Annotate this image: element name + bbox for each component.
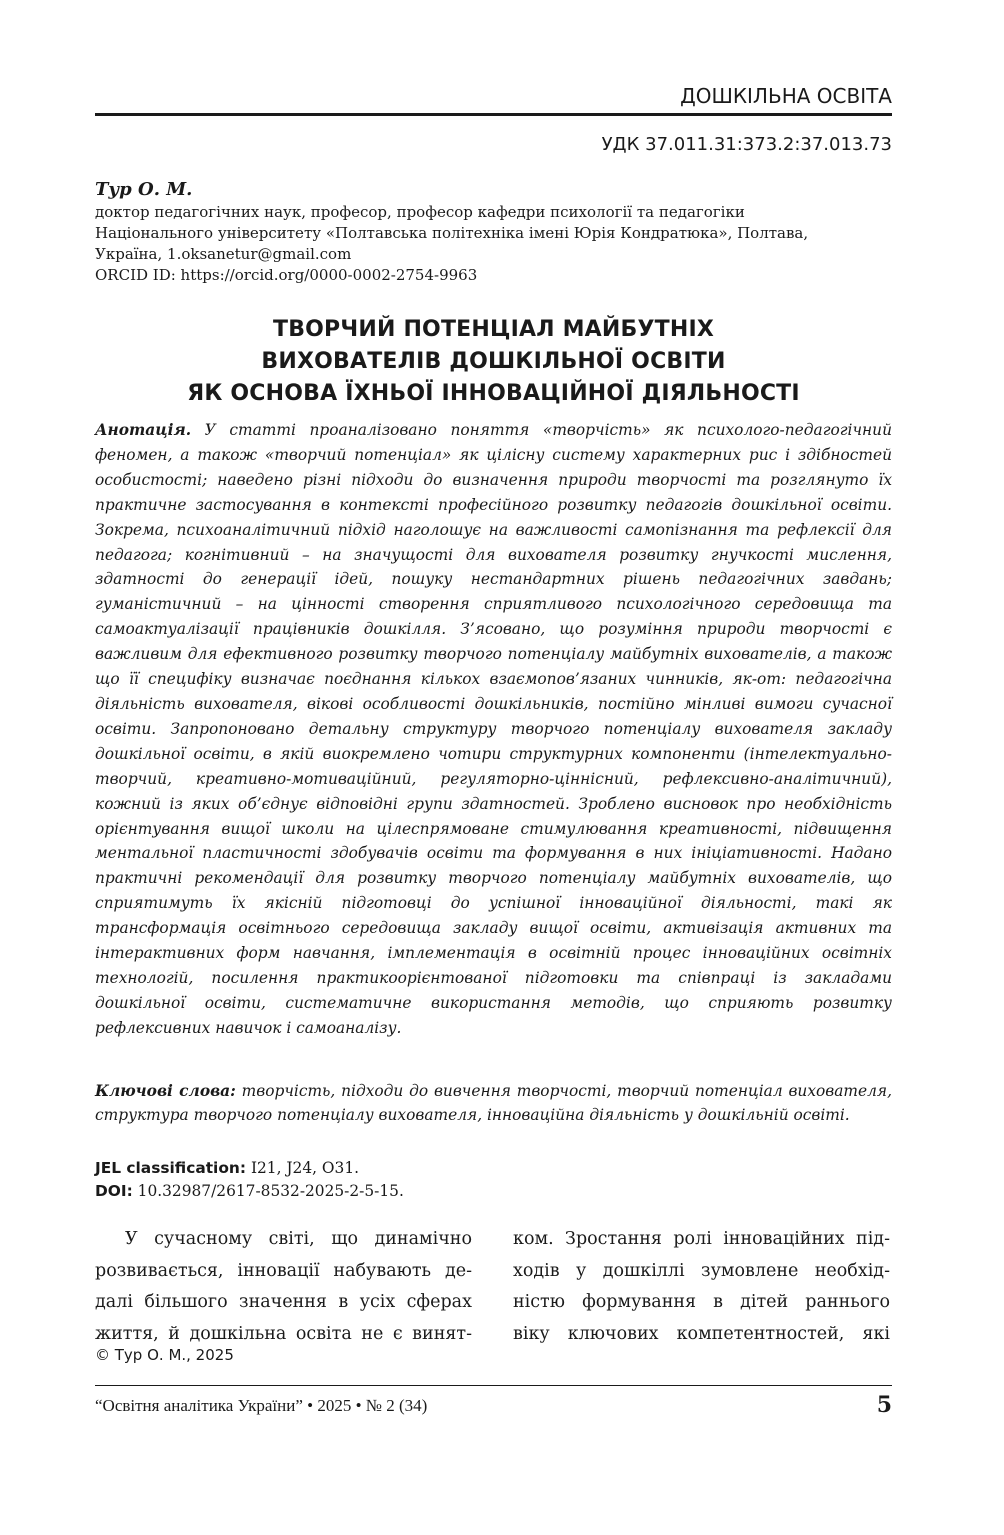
body-line: далі більшого значення в усіх сферах: [95, 1292, 472, 1312]
body-line: У сучасному світі, що динамічно: [125, 1229, 472, 1249]
keywords: [95, 1079, 892, 1127]
author-affiliation-line: доктор педагогічних наук, професор, професор кафедри психології та педагогіки: [95, 203, 745, 221]
journal-citation: “Освітня аналітика України” • 2025 • № 2 (34): [95, 1396, 428, 1415]
jel-label: JEL classification:: [95, 1159, 247, 1177]
doi-label: DOI:: [95, 1182, 133, 1200]
header-divider: [95, 113, 892, 116]
abstract: [95, 418, 892, 1041]
body-line: ністю формування в дітей раннього: [513, 1292, 890, 1312]
article-title-line: ВИХОВАТЕЛІВ ДОШКІЛЬНОЇ ОСВІТИ: [261, 349, 726, 374]
udc-code: УДК 37.011.31:373.2:37.013.73: [601, 134, 892, 155]
body-line: життя, й дошкільна освіта не є винят-: [95, 1323, 472, 1344]
page-number: 5: [876, 1392, 892, 1418]
keywords-label: Ключові слова:: [95, 1082, 236, 1100]
body-line: ком. Зростання ролі інноваційних під-: [513, 1229, 890, 1249]
jel-classification: [95, 1156, 359, 1180]
doi: [95, 1179, 404, 1203]
author-orcid-line: ORCID ID: https://orcid.org/0000-0002-2754-9963: [95, 266, 478, 284]
body-column-right: [513, 1224, 890, 1350]
article-title-line: ТВОРЧИЙ ПОТЕНЦІАЛ МАЙБУТНІХ: [272, 317, 714, 342]
body-line: ходів у дошкіллі зумовлене необхід-: [513, 1260, 890, 1281]
doi-link[interactable]: 10.32987/2617-8532-2025-2-5-15.: [137, 1182, 404, 1200]
keywords-text: творчість, підходи до вивчення творчості, творчий потенціал вихователя, структура творчого потенціалу вихователя, інноваційна діяльність у дошкільній освіті.: [95, 1082, 892, 1124]
abstract-label: Анотація.: [95, 421, 192, 439]
body-column-left: [95, 1224, 472, 1350]
author-email-line: Україна, 1.oksanetur@gmail.com: [95, 245, 352, 263]
article-title: [95, 314, 892, 410]
jel-value: I21, J24, O31.: [250, 1159, 360, 1177]
body-line: віку ключових компетентностей, які: [513, 1323, 890, 1344]
author-affiliation-line: Національного університету «Полтавська політехніка імені Юрія Кондратюка», Полтава,: [95, 224, 809, 242]
running-header-section: ДОШКІЛЬНА ОСВІТА: [680, 84, 892, 108]
footer-divider: [95, 1385, 892, 1386]
article-title-line: ЯК ОСНОВА ЇХНЬОЇ ІННОВАЦІЙНОЇ ДІЯЛЬНОСТІ: [187, 381, 800, 406]
copyright-notice: © Тур О. М., 2025: [95, 1346, 234, 1364]
author-block: [95, 179, 895, 286]
body-line: розвивається, інновації набувають де-: [95, 1260, 472, 1281]
author-name: Тур О. М.: [95, 179, 193, 200]
abstract-text: У статті проаналізовано поняття «творчість» як психолого-педагогічний феномен, а також «творчий потенціал» як цілісну систему характерних рис і здібностей особистості; наведено різні підходи до визначення природи творчості та розглянуто їх практичне застосування в контексті професійного розвитку педагогів дошкільної освіти. Зокрема, психоаналітичний підхід наголошує на важливості самопізнання та рефлексії для педагога; когнітивний – на значущості для вихователя розвитку гнучкості мислення, здатності до генерації ідей, пошуку нестандартних рішень педагогічних завдань; гуманістичний – на цінності створення сприятливого психологічного середовища та самоактуалізації працівників дошкілля. З’ясовано, що розуміння природи творчості є важливим для ефективного розвитку творчого потенціалу майбутніх вихователів, а також що її специфіку визначає поєднання кількох взаємопов’язаних чинників, як-от: педагогічна діяльність вихователя, вікові особливості дошкільників, постійно мінливі вимоги сучасної освіти. Запропоновано детальну структуру творчого потенціалу вихователя закладу дошкільної освіти, в якій виокремлено чотири структурних компоненти (інтелектуально-творчий, креативно-мотиваційний, регуляторно-ціннісний, рефлексивно-аналітичний), кожний із яких об’єднує відповідні групи здатностей. Зроблено висновок про необхідність орієнтування вищої школи на цілеспрямоване стимулювання креативності, підвищення ментальної пластичності здобувачів освіти та формування в них ініціативності. Надано практичні рекомендації для розвитку творчого потенціалу майбутніх вихователів, що сприятимуть їх якісній підготовці до успішної інноваційної діяльності, такі як трансформація освітнього середовища закладу вищої освіти, активізація активних та інтерактивних форм навчання, імплементація в освітній процес інноваційних освітніх технологій, посилення практикоорієнтованої підготовки та співпраці із закладами дошкільної освіти, систематичне використання методів, що сприяють розвитку рефлексивних навичок і самоаналізу.: [95, 421, 892, 1037]
